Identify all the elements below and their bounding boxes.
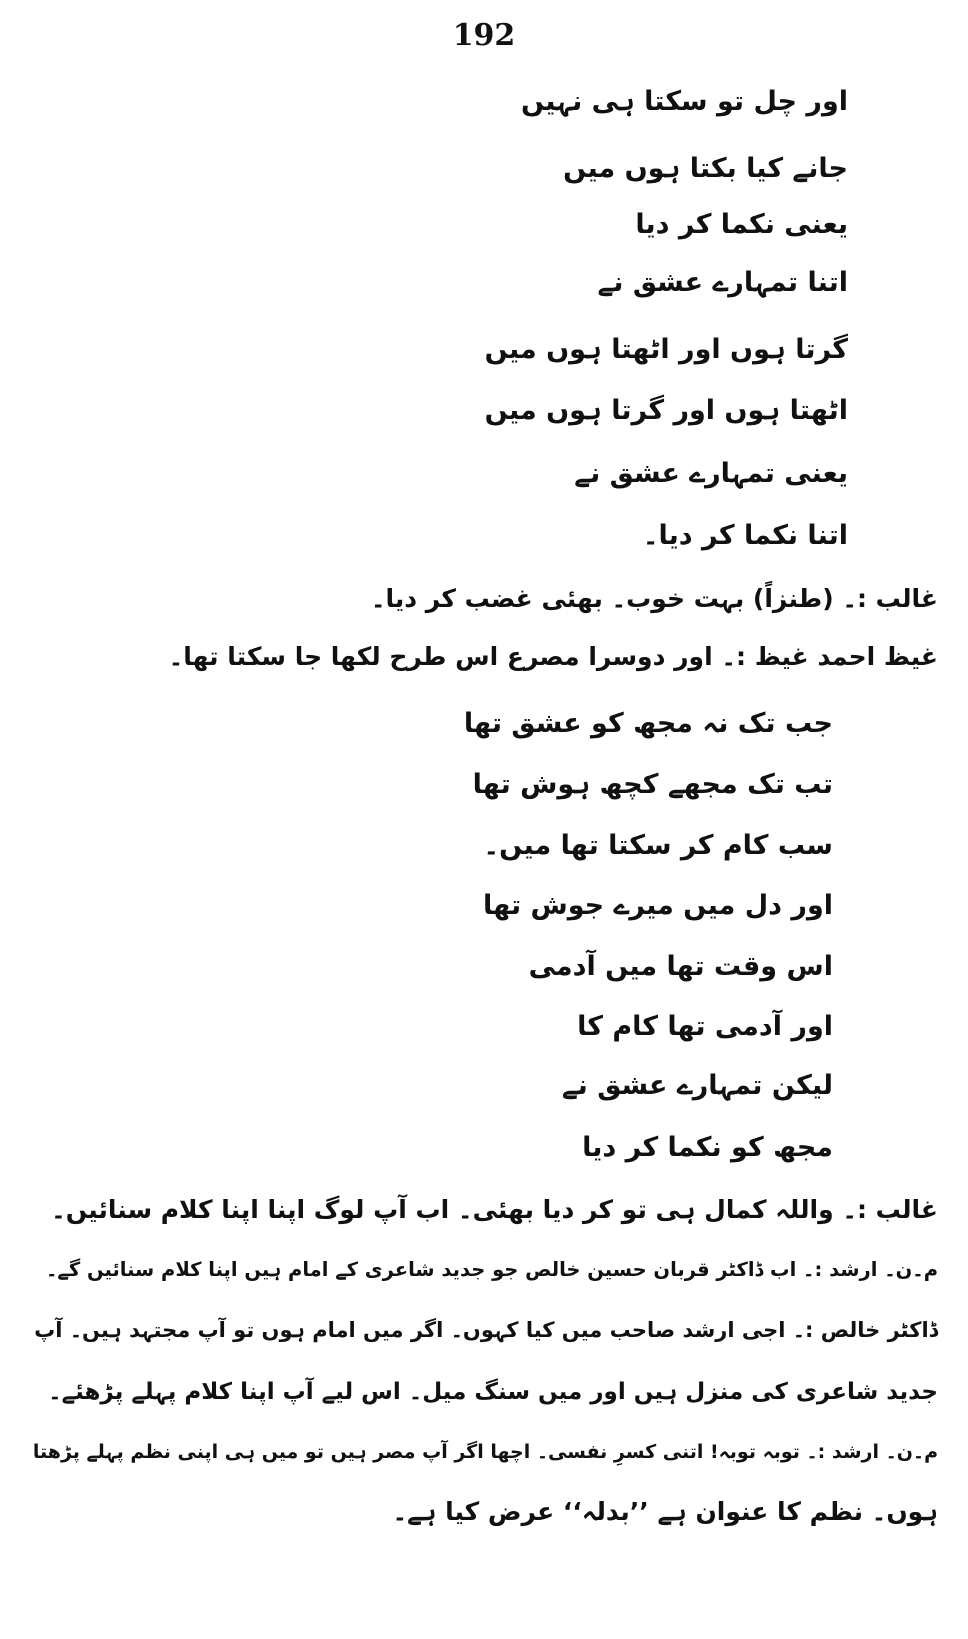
dialogue-line: ڈاکٹر خالص :۔ اجی ارشد صاحب میں کیا کہوں۔ اگر میں امام ہوں تو آپ مجتہد ہیں۔ آپ bbox=[34, 1318, 938, 1342]
verse-line: اور آدمی تھا کام کا bbox=[577, 1011, 833, 1042]
verse-line: اٹھتا ہوں اور گرتا ہوں میں bbox=[484, 395, 848, 426]
verse-line: اس وقت تھا میں آدمی bbox=[528, 951, 833, 982]
verse-line: یعنی تمہارے عشق نے bbox=[574, 458, 848, 489]
dialogue-line: غیظ احمد غیظ :۔ اور دوسرا مصرع اس طرح لکھا جا سکتا تھا۔ bbox=[168, 642, 938, 671]
verse-line: مجھ کو نکما کر دیا bbox=[582, 1132, 833, 1163]
dialogue-line: م۔ن۔ ارشد :۔ اب ڈاکٹر قربان حسین خالص جو جدید شاعری کے امام ہیں اپنا کلام سنائیں گے۔ bbox=[45, 1258, 938, 1281]
verse-line: اور دل میں میرے جوش تھا bbox=[483, 890, 833, 921]
verse-line: اور چل تو سکتا ہی نہیں bbox=[520, 86, 848, 117]
verse-line: اتنا تمہارے عشق نے bbox=[597, 267, 848, 298]
page-number: 192 bbox=[452, 18, 516, 53]
dialogue-line: ہوں۔ نظم کا عنوان ہے ’’بدلہ‘‘ عرض کیا ہے۔ bbox=[392, 1497, 938, 1526]
dialogue-line: جدید شاعری کی منزل ہیں اور میں سنگ میل۔ اس لیے آپ اپنا کلام پہلے پڑھئے۔ bbox=[48, 1379, 938, 1405]
verse-line: جب تک نہ مجھ کو عشق تھا bbox=[463, 708, 833, 739]
verse-line: تب تک مجھے کچھ ہوش تھا bbox=[472, 769, 833, 800]
verse-line: گرتا ہوں اور اٹھتا ہوں میں bbox=[484, 334, 848, 365]
dialogue-line: م۔ن۔ ارشد :۔ توبہ توبہ! اتنی کسرِ نفسی۔ اچھا اگر آپ مصر ہیں تو میں ہی اپنی نظم پہلے پڑھتا bbox=[32, 1441, 938, 1463]
verse-line: جانے کیا بکتا ہوں میں bbox=[563, 153, 848, 184]
verse-line: یعنی نکما کر دیا bbox=[635, 209, 848, 240]
verse-line: اتنا نکما کر دیا۔ bbox=[642, 520, 848, 551]
verse-line: لیکن تمہارے عشق نے bbox=[561, 1070, 833, 1101]
dialogue-line: غالب :۔ واللہ کمال ہی تو کر دیا بھئی۔ اب آپ لوگ اپنا اپنا کلام سنائیں۔ bbox=[51, 1195, 938, 1224]
verse-line: سب کام کر سکتا تھا میں۔ bbox=[483, 830, 833, 861]
dialogue-line: غالب :۔ (طنزاً) بہت خوب۔ بھئی غضب کر دیا۔ bbox=[370, 584, 938, 613]
